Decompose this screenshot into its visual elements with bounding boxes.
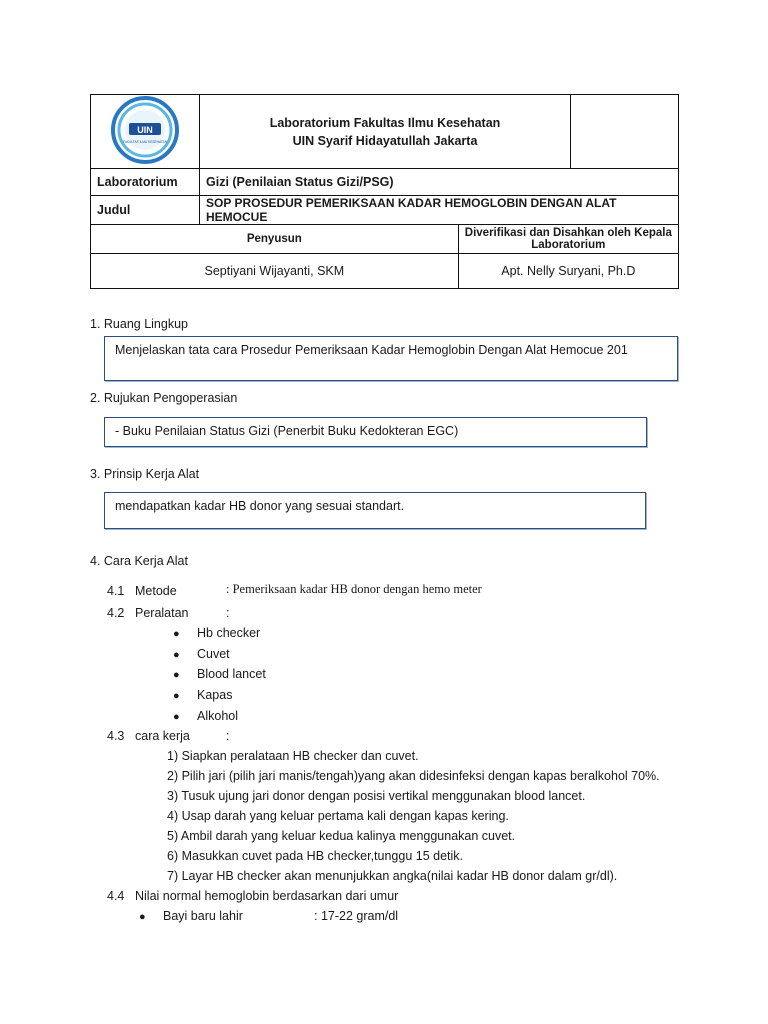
penyusun-name: Septiyani Wijayanti, SKM — [91, 254, 459, 289]
nilai-normal-number: 4.4 — [107, 889, 125, 903]
list-item: ● Blood lancet — [173, 667, 266, 681]
rujukan-box — [104, 417, 647, 447]
rujukan-text: - Buku Penilaian Status Gizi (Penerbit Buku Kedokteran EGC) — [115, 424, 459, 438]
list-item: ● Bayi baru lahir — [139, 909, 243, 923]
empty-cell — [571, 95, 679, 169]
penyusun-label: Penyusun — [91, 225, 459, 254]
ruang-lingkup-box — [104, 336, 678, 381]
lab-title-line2: UIN Syarif Hidayatullah Jakarta — [292, 133, 478, 148]
list-item: ● Cuvet — [173, 647, 230, 661]
list-item: ● Alkohol — [173, 709, 238, 723]
lab-value: Gizi (Penilaian Status Gizi/PSG) — [200, 169, 679, 196]
logo-cell — [91, 95, 200, 169]
section-prinsip-title: 3. Prinsip Kerja Alat — [90, 467, 200, 481]
step-item: 2) Pilih jari (pilih jari manis/tengah)yang akan didesinfeksi dengan kapas beralkohol 70%. — [167, 769, 660, 783]
step-item: 5) Ambil darah yang keluar kedua kalinya menggunakan cuvet. — [167, 829, 516, 843]
metode-value: : Pemeriksaan kadar HB donor dengan hemo meter — [226, 582, 482, 596]
list-item: ● Kapas — [173, 688, 233, 702]
cara-kerja-label: cara kerja — [135, 729, 190, 743]
peralatan-number: 4.2 — [107, 606, 125, 620]
step-item: 6) Masukkan cuvet pada HB checker,tunggu 15 detik. — [167, 849, 464, 863]
lab-label: Laboratorium — [91, 169, 200, 196]
peralatan-label: Peralatan — [135, 606, 189, 620]
step-item: 1) Siapkan peralataan HB checker dan cuvet. — [167, 749, 419, 763]
section-cara-kerja-title: 4. Cara Kerja Alat — [90, 554, 188, 568]
nilai-normal-label: Nilai normal hemoglobin berdasarkan dari umur — [135, 889, 399, 903]
metode-label: Metode — [135, 584, 177, 598]
list-item: ● Hb checker — [173, 626, 261, 640]
cara-kerja-number: 4.3 — [107, 729, 125, 743]
verif-label: Diverifikasi dan Disahkan oleh Kepala Laboratorium — [458, 225, 678, 254]
step-item: 3) Tusuk ujung jari donor dengan posisi vertikal menggunakan blood lancet. — [167, 789, 586, 803]
prinsip-box — [104, 492, 646, 529]
peralatan-colon: : — [226, 606, 230, 620]
svg-text:FAKULTAS ILMU KESEHATAN: FAKULTAS ILMU KESEHATAN — [122, 140, 168, 144]
cara-kerja-colon: : — [226, 729, 230, 743]
header-table — [90, 94, 679, 289]
verif-name: Apt. Nelly Suryani, Ph.D — [458, 254, 678, 289]
svg-text:UIN: UIN — [137, 125, 153, 135]
nilai-bayi-label: Bayi baru lahir — [163, 909, 243, 923]
nilai-bayi-value: : 17-22 gram/dl — [314, 909, 399, 923]
judul-label: Judul — [91, 196, 200, 225]
uin-logo-icon — [95, 95, 195, 165]
lab-title-line1: Laboratorium Fakultas Ilmu Kesehatan — [269, 115, 501, 130]
step-item: 4) Usap darah yang keluar pertama kali dengan kapas kering. — [167, 809, 509, 823]
metode-number: 4.1 — [107, 584, 125, 598]
prinsip-text: mendapatkan kadar HB donor yang sesuai standart. — [115, 499, 405, 513]
section-rujukan-title: 2. Rujukan Pengoperasian — [90, 391, 238, 405]
judul-value: SOP PROSEDUR PEMERIKSAAN KADAR HEMOGLOBIN DENGAN ALAT HEMOCUE — [200, 196, 679, 225]
step-item: 7) Layar HB checker akan menunjukkan angka(nilai kadar HB donor dalam gr/dl). — [167, 869, 618, 883]
ruang-lingkup-text: Menjelaskan tata cara Prosedur Pemeriksaan Kadar Hemoglobin Dengan Alat Hemocue 201 — [115, 343, 628, 357]
section-ruang-lingkup-title: 1. Ruang Lingkup — [90, 317, 188, 331]
